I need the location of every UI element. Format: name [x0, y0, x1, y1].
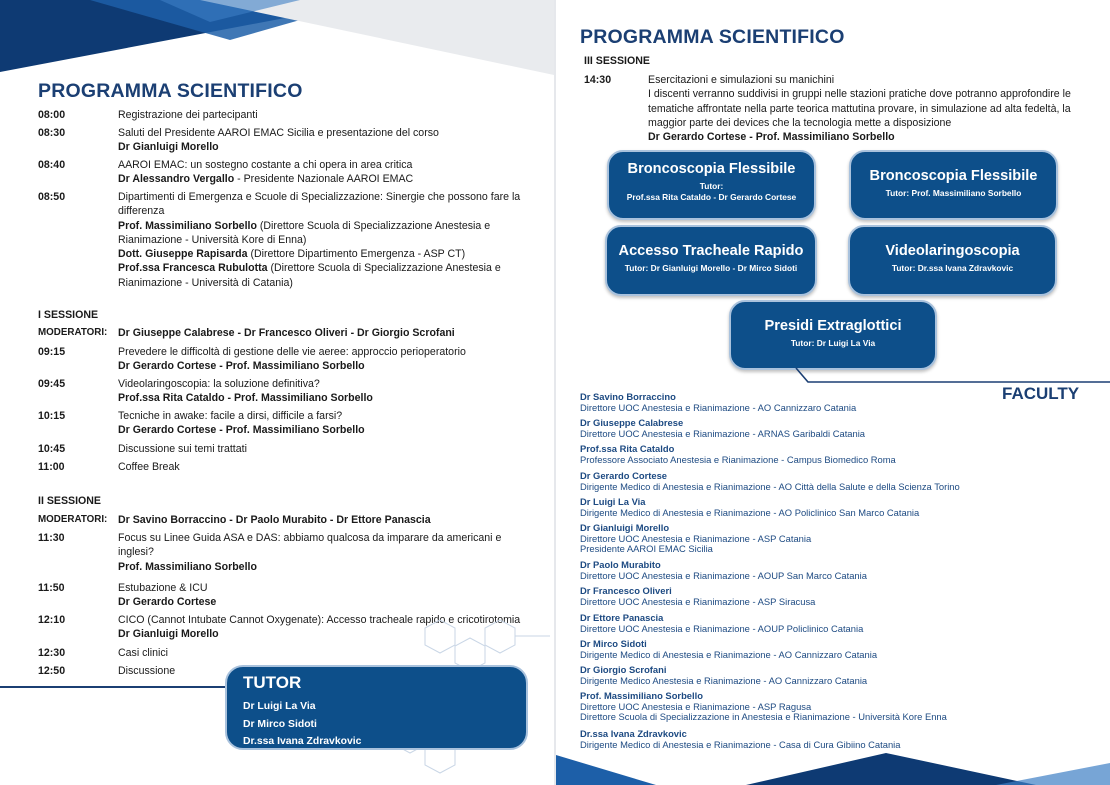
station-title: Broncoscopia Flessibile	[627, 161, 796, 177]
speaker-role: - Presidente Nazionale AAROI EMAC	[234, 173, 414, 186]
station-tutor: Tutor: Dr.ssa Ivana Zdravkovic	[891, 263, 1014, 273]
faculty-role: Dirigente Medico Anestesia e Rianimazione - AO Cannizzaro Catania	[580, 674, 868, 686]
speaker: Dr Gerardo Cortese	[118, 596, 217, 609]
tutor-name: Dr Mirco Sidoti	[243, 718, 317, 730]
faculty-role: Direttore UOC Anestesia e Rianimazione - ARNAS Garibaldi Catania	[580, 427, 866, 439]
faculty-role: Dirigente Medico di Anestesia e Rianimazione - Casa di Cura Gibiino Catania	[580, 738, 901, 750]
faculty-name: Dr Luigi La Via	[580, 496, 646, 507]
footer-decoration	[556, 745, 1110, 785]
right-page	[556, 0, 1110, 785]
divider	[0, 686, 230, 688]
faculty-role: Direttore UOC Anestesia e Rianimazione - AO Cannizzaro Catania	[580, 401, 857, 413]
topic: maggior parte dei devices che la tecnologia mette a disposizione	[648, 116, 952, 129]
time: 14:30	[584, 74, 612, 86]
faculty-entry	[580, 471, 1100, 492]
faculty-name: Dr.ssa Ivana Zdravkovic	[580, 728, 687, 739]
station-bubble	[605, 225, 817, 296]
faculty-name: Dr Giuseppe Calabrese	[580, 417, 684, 428]
station-tutor: Prof.ssa Rita Cataldo - Dr Gerardo Cortese	[626, 192, 797, 202]
faculty-entry	[580, 523, 1100, 555]
speaker: Dr Gerardo Cortese - Prof. Massimiliano Sorbello	[648, 131, 895, 144]
station-title: Accesso Tracheale Rapido	[618, 243, 804, 259]
station-tutor: Tutor: Prof. Massimiliano Sorbello	[885, 188, 1022, 198]
moderators-label: MODERATORI:	[38, 327, 108, 338]
faculty-role: Direttore UOC Anestesia e Rianimazione - AOUP Policlinico Catania	[580, 622, 864, 634]
time: 12:30	[38, 647, 66, 659]
topic: Estubazione & ICU	[118, 582, 208, 594]
session-label: I SESSIONE	[38, 309, 99, 321]
faculty-entry	[580, 560, 1100, 581]
time: 11:50	[38, 582, 65, 594]
topic: Tecniche in awake: facile a dirsi, difficile a farsi?	[118, 410, 343, 422]
faculty-name: Dr Francesco Oliveri	[580, 585, 672, 596]
moderators-label: MODERATORI:	[38, 514, 108, 525]
faculty-role: Direttore UOC Anestesia e Rianimazione - AOUP San Marco Catania	[580, 569, 867, 581]
faculty-role: Professore Associato Anestesia e Rianimazione - Campus Biomedico Roma	[580, 453, 896, 465]
speaker: Dr Gerardo Cortese - Prof. Massimiliano Sorbello	[118, 360, 365, 373]
faculty-name: Prof.ssa Rita Cataldo	[580, 443, 675, 454]
time: 10:15	[38, 410, 66, 422]
speaker: Prof.ssa Francesca Rubulotta	[118, 262, 268, 275]
faculty-entry	[580, 586, 1100, 607]
topic: Saluti del Presidente AAROI EMAC Sicilia e presentazione del corso	[118, 127, 439, 139]
speaker: Dr Alessandro Vergallo	[118, 173, 235, 186]
topic: Prevedere le difficoltà di gestione delle vie aeree: approccio perioperatorio	[118, 346, 466, 358]
time: 09:45	[38, 378, 66, 390]
time: 08:50	[38, 191, 66, 203]
faculty-role: Dirigente Medico di Anestesia e Rianimazione - AO Città della Salute e della Scienza Torino	[580, 480, 960, 492]
faculty-role: Dirigente Medico di Anestesia e Rianimazione - AO Policlinico San Marco Catania	[580, 506, 920, 518]
topic: Esercitazioni e simulazioni su manichini	[648, 74, 835, 86]
time: 08:40	[38, 159, 66, 171]
tutor-name: Dr Luigi La Via	[243, 701, 316, 712]
tutor-title: TUTOR	[243, 673, 302, 692]
faculty-name: Dr Gianluigi Morello	[580, 522, 670, 533]
time: 12:10	[38, 614, 66, 626]
topic: Dipartimenti di Emergenza e Scuole di Specializzazione: Sinergie che possono fare la	[118, 191, 521, 203]
faculty-entry	[580, 418, 1100, 439]
session-label: III SESSIONE	[584, 55, 650, 67]
speaker-role: (Direttore Scuola di Specializzazione Anestesia e	[256, 219, 491, 232]
speaker: Prof.ssa Rita Cataldo - Prof. Massimiliano Sorbello	[118, 392, 373, 405]
page-title: PROGRAMMA SCIENTIFICO	[38, 80, 303, 102]
topic: tematiche affrontate nella parte teorica mattutina provare, in simulazione ad alta fedeltà, la	[648, 102, 1071, 115]
faculty-entry	[580, 639, 1100, 660]
left-page	[0, 0, 554, 785]
faculty-name: Dr Paolo Murabito	[580, 559, 661, 570]
station-bubble	[849, 150, 1058, 220]
faculty-name: Dr Savino Borraccino	[580, 391, 676, 402]
topic: Discussione sui temi trattati	[118, 443, 247, 455]
faculty-role: Direttore Scuola di Specializzazione in Anestesia e Rianimazione - Università Kore Enna	[580, 711, 947, 723]
speaker: Prof. Massimiliano Sorbello	[118, 560, 257, 573]
station-tutor: Tutor: Dr Gianluigi Morello - Dr Mirco Sidoti	[624, 263, 798, 273]
faculty-name: Dr Giorgio Scrofani	[580, 664, 667, 675]
faculty-role: Direttore UOC Anestesia e Rianimazione - ASP Siracusa	[580, 595, 816, 607]
time: 08:30	[38, 127, 66, 139]
tutor-name: Dr.ssa Ivana Zdravkovic	[243, 736, 362, 747]
speaker: Dr Gianluigi Morello	[118, 628, 219, 641]
speaker: Dr Gianluigi Morello	[118, 141, 219, 154]
time: 09:15	[38, 346, 66, 358]
faculty-role: Presidente AAROI EMAC Sicilia	[580, 543, 713, 555]
faculty-entry	[580, 691, 1100, 723]
time: 12:50	[38, 665, 66, 677]
faculty-entry	[580, 444, 1100, 465]
faculty-entry	[580, 392, 1100, 413]
page-title: PROGRAMMA SCIENTIFICO	[580, 26, 845, 48]
moderators-names: Dr Savino Borraccino - Dr Paolo Murabito - Dr Ettore Panascia	[118, 514, 431, 526]
topic: Coffee Break	[118, 461, 180, 473]
topic: CICO (Cannot Intubate Cannot Oxygenate): Accesso tracheale rapido e cricotirotomia	[118, 614, 521, 626]
speaker-role: Rianimazione - Università Kore di Enna)	[118, 233, 307, 246]
station-tutor: Tutor: Dr Luigi La Via	[790, 338, 876, 348]
topic: inglesi?	[118, 546, 154, 559]
faculty-entry	[580, 613, 1100, 634]
topic: differenza	[118, 205, 165, 218]
time: 08:00	[38, 109, 66, 121]
tutor-box	[225, 665, 528, 750]
faculty-entry	[580, 665, 1100, 686]
time: 10:45	[38, 443, 66, 455]
faculty-name: Prof. Massimiliano Sorbello	[580, 690, 703, 701]
topic: Focus su Linee Guida ASA e DAS: abbiamo qualcosa da imparare da americani e	[118, 532, 502, 544]
speaker-role: (Direttore Dipartimento Emergenza - ASP CT)	[247, 248, 466, 261]
topic: Discussione	[118, 665, 176, 677]
faculty-role: Dirigente Medico di Anestesia e Rianimazione - AO Cannizzaro Catania	[580, 648, 878, 660]
topic: Casi clinici	[118, 647, 169, 659]
station-title: Videolaringoscopia	[885, 243, 1020, 259]
topic: AAROI EMAC: un sostegno costante a chi opera in area critica	[118, 159, 413, 171]
time: 11:00	[38, 461, 65, 473]
faculty-name: Dr Ettore Panascia	[580, 612, 664, 623]
faculty-entry	[580, 497, 1100, 518]
topic: Videolaringoscopia: la soluzione definitiva?	[118, 378, 320, 390]
faculty-title: FACULTY	[1002, 384, 1080, 403]
station-title: Broncoscopia Flessibile	[869, 168, 1038, 184]
station-bubble	[848, 225, 1057, 296]
time: 11:30	[38, 532, 65, 544]
topic: Registrazione dei partecipanti	[118, 109, 258, 121]
session-label: II SESSIONE	[38, 495, 101, 507]
faculty-role: Direttore UOC Anestesia e Rianimazione - ASP Ragusa	[580, 700, 812, 712]
speaker: Prof. Massimiliano Sorbello	[118, 219, 257, 232]
speaker-role: (Direttore Scuola di Specializzazione Anestesia e	[267, 262, 501, 275]
topic: I discenti verranno suddivisi in gruppi nelle stazioni pratiche dove potranno approfondire le	[648, 88, 1071, 101]
moderators-names: Dr Giuseppe Calabrese - Dr Francesco Oliveri - Dr Giorgio Scrofani	[118, 327, 455, 339]
header-decoration	[0, 0, 554, 90]
station-bubble	[607, 150, 816, 220]
speaker-role: Rianimazione - Università di Catania)	[118, 276, 293, 289]
station-tutor: Tutor:	[699, 181, 724, 191]
speaker: Dr Gerardo Cortese - Prof. Massimiliano Sorbello	[118, 424, 365, 437]
speaker: Dott. Giuseppe Rapisarda	[118, 248, 248, 261]
faculty-name: Dr Mirco Sidoti	[580, 638, 647, 649]
faculty-name: Dr Gerardo Cortese	[580, 470, 668, 481]
faculty-role: Direttore UOC Anestesia e Rianimazione - ASP Catania	[580, 532, 812, 544]
station-title: Presidi Extraglottici	[764, 318, 902, 334]
